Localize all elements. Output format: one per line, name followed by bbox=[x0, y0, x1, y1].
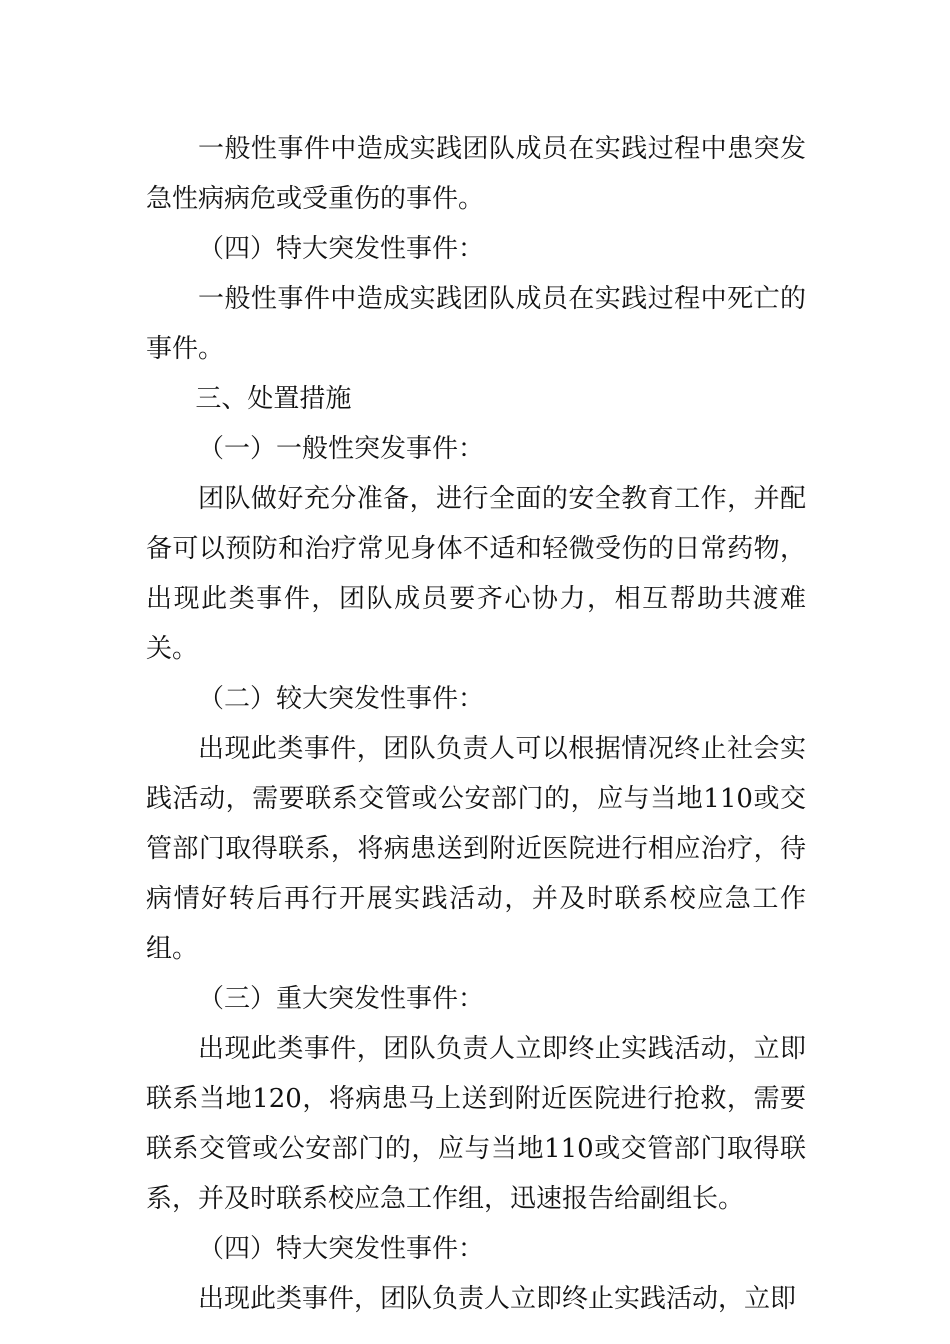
paragraph-6: 出现此类事件，团队负责人立即终止实践活动，立即 bbox=[198, 1284, 797, 1314]
subheading-1-general: （一）一般性突发事件： bbox=[198, 434, 485, 464]
paragraph-2: 一般性事件中造成实践团队成员在实践过程中死亡的事件。 bbox=[146, 284, 806, 364]
section-heading-4-special-major: （四）特大突发性事件： bbox=[198, 234, 485, 264]
section-heading-disposal-measures: 三、处置措施 bbox=[195, 384, 352, 414]
paragraph-1: 一般性事件中造成实践团队成员在实践过程中患突发急性病病危或受重伤的事件。 bbox=[146, 134, 806, 214]
paragraph-3: 团队做好充分准备，进行全面的安全教育工作，并配备可以预防和治疗常见身体不适和轻微受伤的日常药物，出现此类事件，团队成员要齐心协力，相互帮助共渡难关。 bbox=[146, 484, 806, 664]
paragraph-5: 出现此类事件，团队负责人立即终止实践活动，立即联系当地120，将病患马上送到附近医院进行抢救，需要联系交管或公安部门的，应与当地110或交管部门取得联系，并及时联系校应急工作组，迅速报告给副组长。 bbox=[146, 1034, 806, 1214]
paragraph-4: 出现此类事件，团队负责人可以根据情况终止社会实践活动，需要联系交管或公安部门的，应与当地110或交管部门取得联系，将病患送到附近医院进行相应治疗，待病情好转后再行开展实践活动，并及时联系校应急工作组。 bbox=[146, 734, 806, 964]
subheading-2-larger: （二）较大突发性事件： bbox=[198, 684, 485, 714]
subheading-4-special-major: （四）特大突发性事件： bbox=[198, 1234, 485, 1264]
document-body bbox=[146, 124, 806, 1324]
subheading-3-major: （三）重大突发性事件： bbox=[198, 984, 485, 1014]
